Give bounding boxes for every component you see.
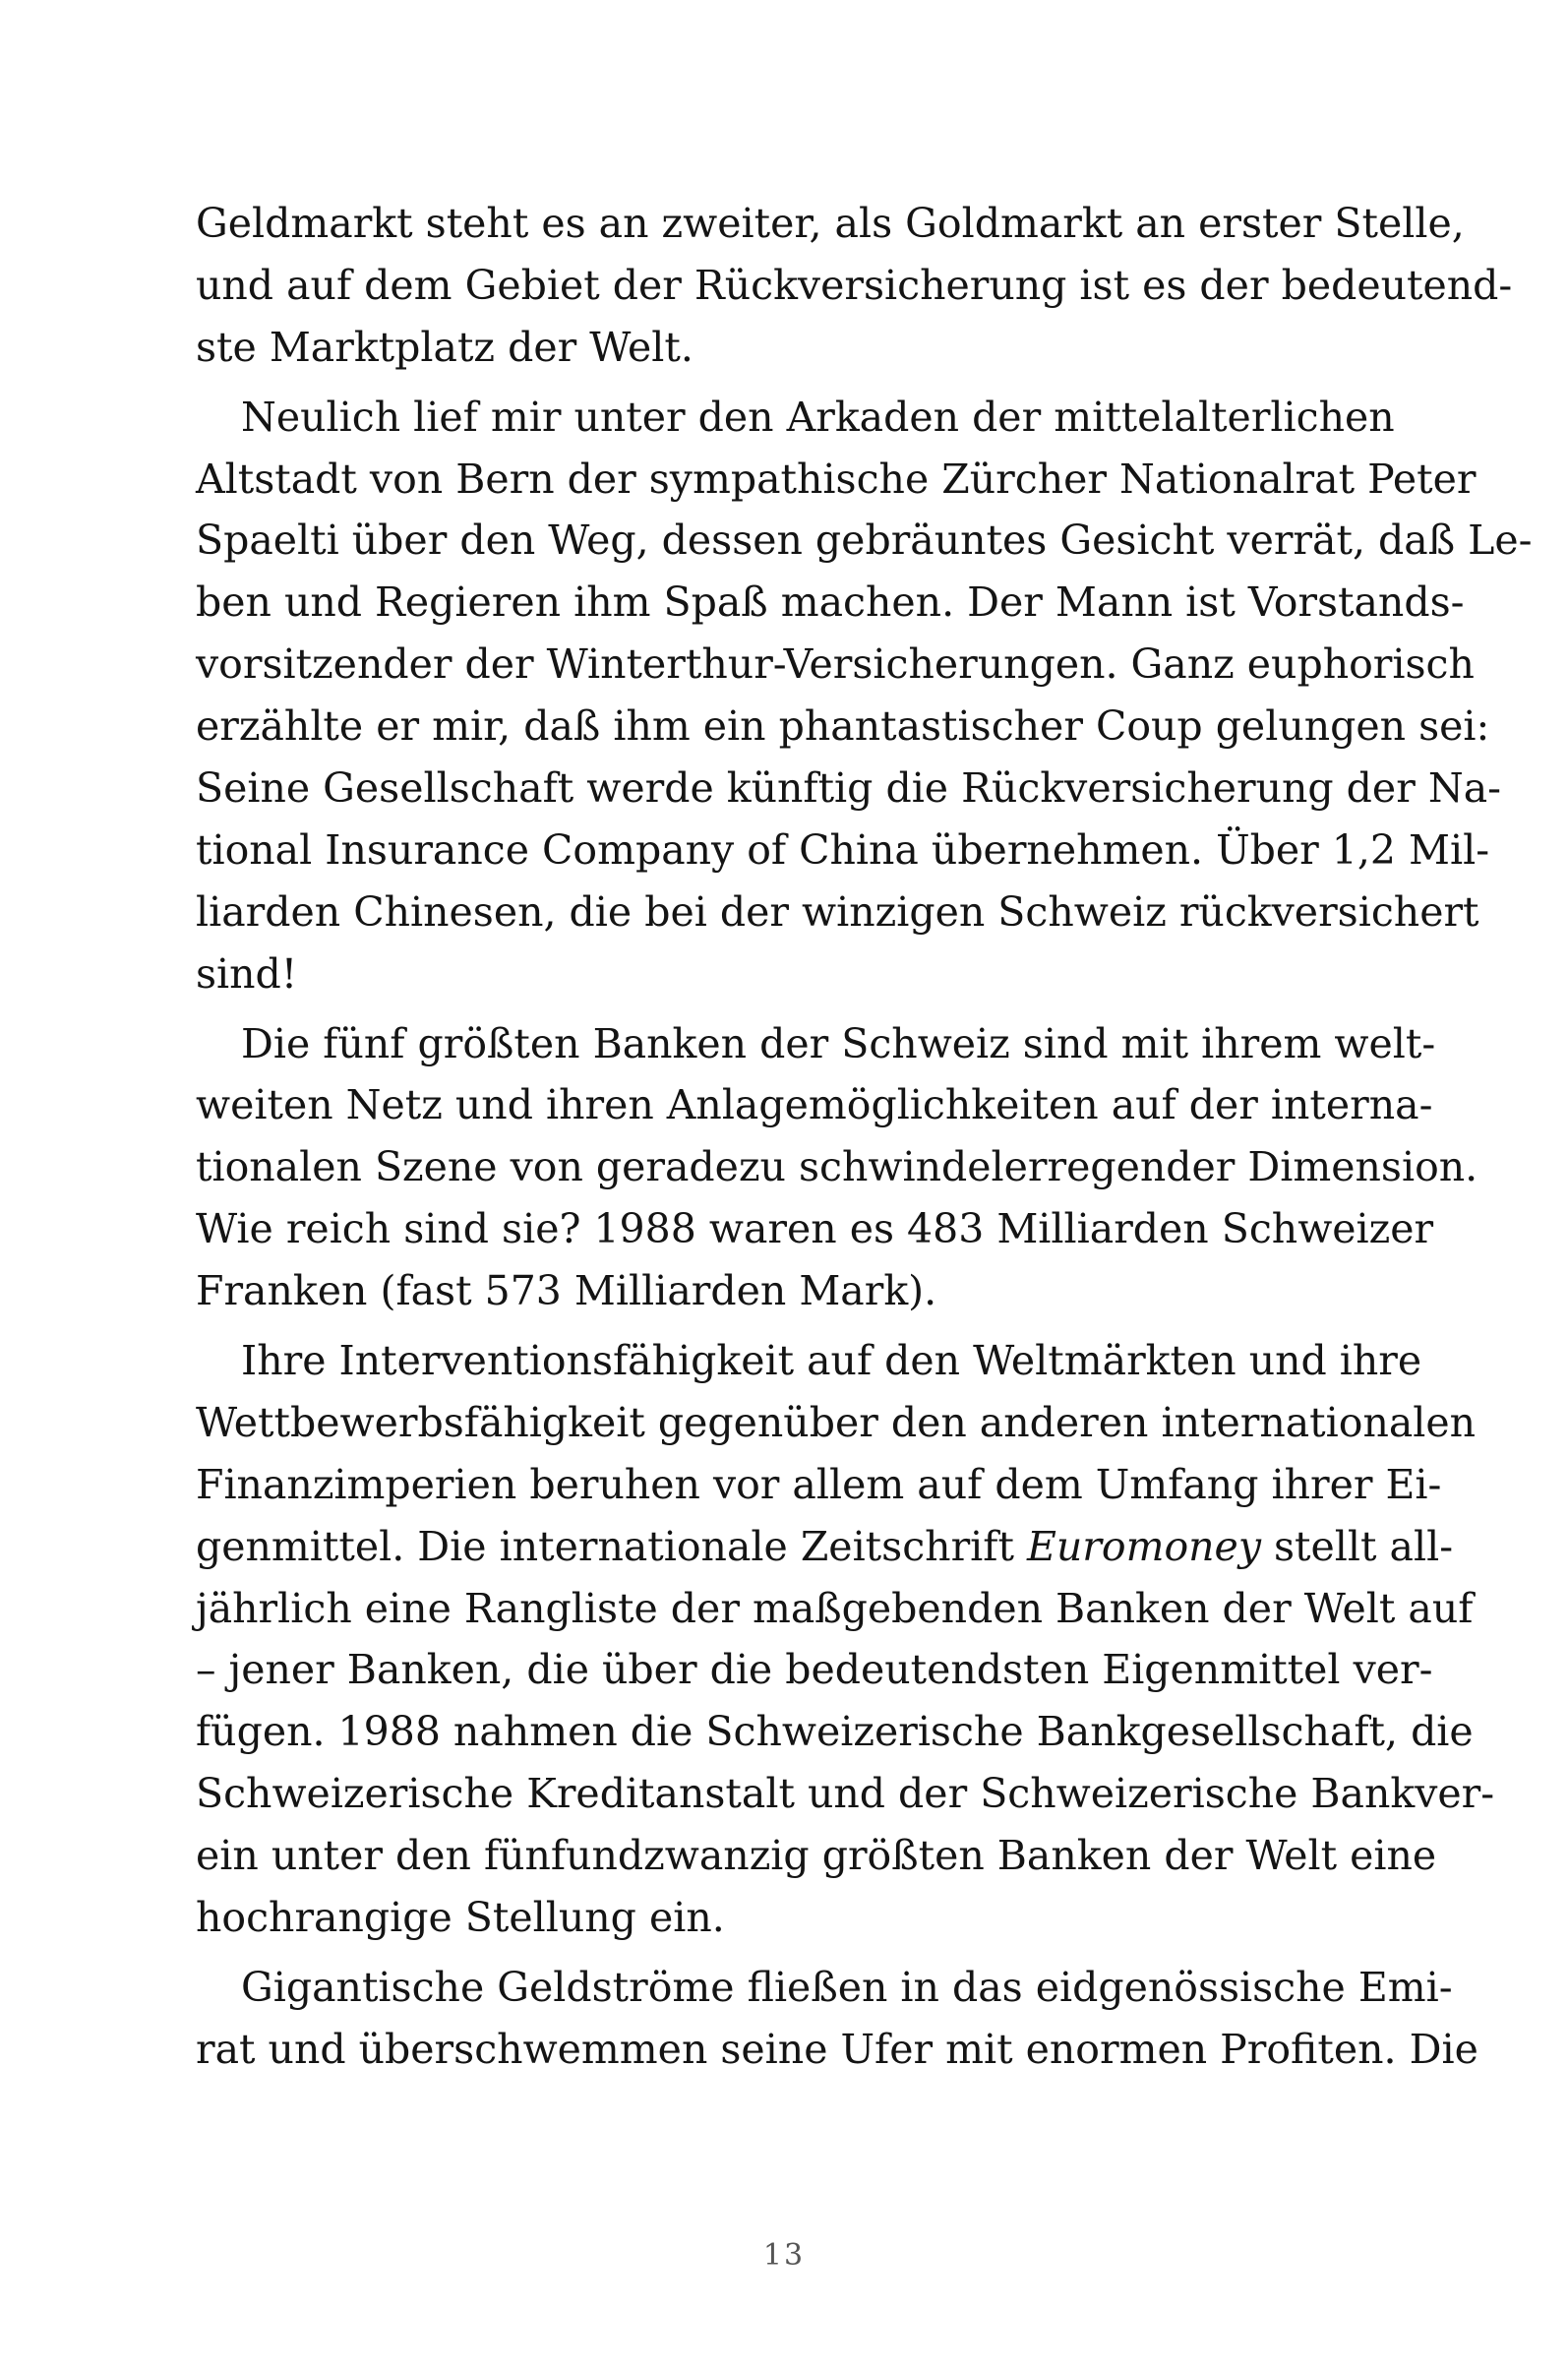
text-line: ste Marktplatz der Welt. [196, 323, 694, 371]
text-line: hochrangige Stellung ein. [196, 1894, 725, 1942]
paragraph [196, 387, 1533, 1005]
text-line: fügen. 1988 nahmen die Schweizerische Bankgesellschaft, die [196, 1708, 1474, 1756]
text-line: vorsitzender der Winterthur-Versicherungen. Ganz euphorisch [196, 640, 1475, 689]
text-line: jährlich eine Rangliste der maßgebenden Banken der Welt auf [196, 1584, 1474, 1632]
text-line: Spaelti über den Weg, dessen gebräuntes Gesicht verrät, daß Le- [196, 517, 1533, 565]
text-line: und auf dem Gebiet der Rückversicherung ist es der bedeutend- [196, 261, 1513, 309]
text-line: sind! [196, 949, 298, 998]
text-line: Wettbewerbsfähigkeit gegenüber den anderen internationalen [196, 1398, 1477, 1446]
italic-title: Euromoney [1026, 1522, 1261, 1570]
text-line: tional Insurance Company of China übernehmen. Über 1,2 Mil- [196, 825, 1490, 874]
paragraph [196, 193, 1513, 379]
text-line: Franken (fast 573 Milliarden Mark). [196, 1267, 937, 1315]
text-line: Geldmarkt steht es an zweiter, als Goldmarkt an erster Stelle, [196, 200, 1465, 247]
text-line: weiten Netz und ihren Anlagemöglichkeiten auf der interna- [196, 1081, 1433, 1129]
text-line: Wie reich sind sie? 1988 waren es 483 Milliarden Schweizer [196, 1205, 1434, 1253]
text-line: rat und überschwemmen seine Ufer mit enormen Profiten. Die [196, 2025, 1478, 2073]
text-line: Gigantische Geldströme fließen in das eidgenössische Emi- [241, 1963, 1453, 2011]
text-line: ein unter den fünfundzwanzig größten Banken der Welt eine [196, 1832, 1437, 1880]
text-line: ben und Regieren ihm Spaß machen. Der Mann ist Vorstands- [196, 578, 1465, 627]
text-line: Altstadt von Bern der sympathische Zürcher Nationalrat Peter [196, 455, 1477, 503]
page-number: 13 [762, 2238, 806, 2273]
text-line: Die fünf größten Banken der Schweiz sind mit ihrem welt- [241, 1019, 1436, 1067]
body-text [196, 193, 1533, 2081]
paragraph [196, 1330, 1495, 1949]
text-line: Ihre Interventionsfähigkeit auf den Weltmärkten und ihre [241, 1337, 1422, 1385]
text-line: – jener Banken, die über die bedeutendsten Eigenmittel ver- [196, 1646, 1433, 1694]
text-line: tionalen Szene von geradezu schwindelerregender Dimension. [196, 1143, 1478, 1191]
text-line: Seine Gesellschaft werde künftig die Rückversicherung der Na- [196, 764, 1501, 813]
paragraph [196, 1957, 1478, 2081]
text-line: liarden Chinesen, die bei der winzigen Schweiz rückversichert [196, 887, 1479, 936]
text-line: erzählte er mir, daß ihm ein phantastischer Coup gelungen sei: [196, 702, 1490, 751]
paragraph [196, 1013, 1478, 1322]
text-line: Finanzimperien beruhen vor allem auf dem Umfang ihrer Ei- [196, 1460, 1442, 1508]
text-line: genmittel. Die internationale Zeitschrift Euromoney stellt all- [196, 1522, 1454, 1570]
text-line: Neulich lief mir unter den Arkaden der mittelalterlichen [241, 393, 1395, 441]
text-line: Schweizerische Kreditanstalt und der Schweizerische Bankver- [196, 1770, 1495, 1818]
